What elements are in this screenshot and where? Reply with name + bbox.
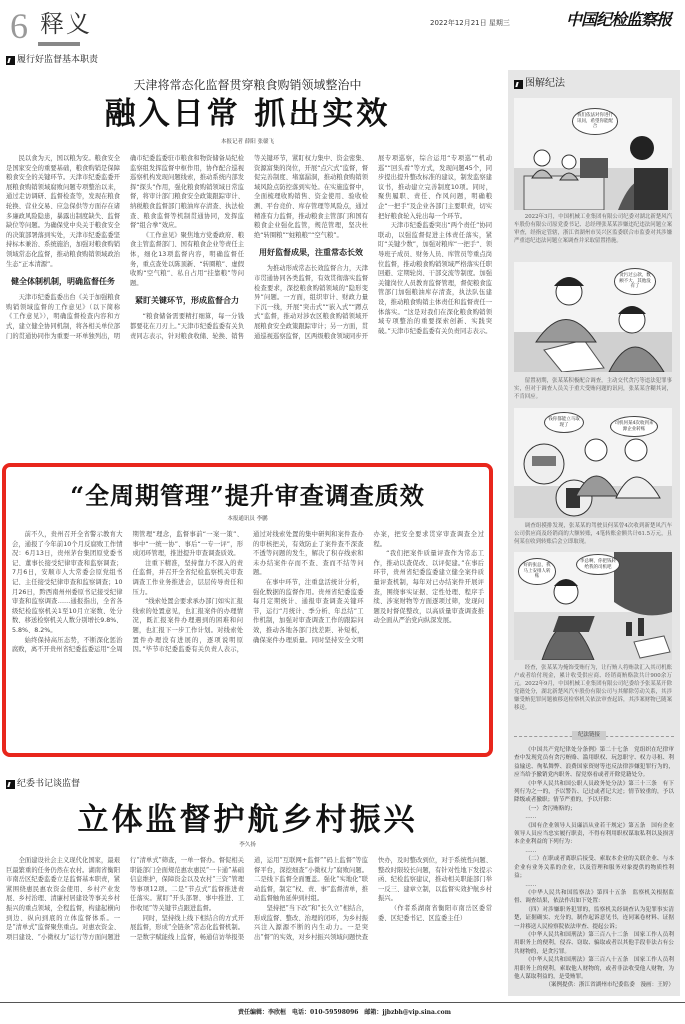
subheading: 紧盯关键环节，形成监督合力 (135, 296, 239, 306)
illustrated-law-sidebar (508, 70, 680, 996)
paragraph: “粮食储备需要精打细算，每一分钱都要花在刀刃上。”天津市纪委监委有关负责同志表示，针对粮食收储、轮换、销售等关键环节，紧盯权力集中、资金密集、资源富集的岗位，开展“点穴式”监督，督促完善制度、堵塞漏洞，推动粮食购销领域风险点防控落到实处。在实施监督中，全面梳理收购销售、资金使用、验收检测、平台竞价、库存管理等风险点，通过精准有力监督，推动粮食主管部门和国有粮食企业强化监管，规范管理，坚决杜绝“转圈粮”“蛀粮粮”“空气粮”。 (130, 155, 368, 340)
pen-icon (6, 56, 15, 65)
sidebar-title-text: 图解纪法 (525, 78, 565, 89)
column-label (6, 779, 80, 790)
section-title: 释义 (40, 10, 92, 38)
article-byline: 李久扬 (239, 842, 256, 848)
comic-panel-3 (514, 408, 672, 518)
speech-bubble: 我们依法对你进行讯问，希望你能配合 (572, 108, 618, 135)
comic-caption: 调查组摸排发现，张某某的驾驶员何某曾4次收到新楚风汽车公司供应商及经销商的大额转账，4笔转账金额共计61.5万元，且何某在收到转账后会立即取现。 (514, 523, 672, 545)
column-label (6, 55, 98, 66)
law-clause: 《国有企业领导人员廉洁从业若干规定》第五条 国有企业领导人员应当忠实履行职责，不得有利用职权谋取私利以及损害本企业利益的下列行为： (514, 822, 674, 846)
paragraph: “线索处置会要求承办部门如实汇报线索的处置意见，也汇报案件的办理情况，既汇报案件办理遇到的困难和问题，也汇报下一步工作计划。对线索处置件办理没有进展的，逐项说明原因。”毕节市纪委监委有关负责人表示，通过对线索处置的集中研判和案件查办的审核把关，有效防止了案件查不深查不透等问题的发生，解决了积存线索和未办结案件存而不查、查而不结等问题。 (132, 531, 364, 654)
newspaper-logo: 中国纪检监察报 (566, 10, 672, 29)
law-clause: （二）在职或者离职后接受、索取本企业的关联企业、与本企业有业务关系的企业，以及管理和服务对象提供的物质性利益； (514, 856, 674, 880)
law-clause: 《中国共产党纪律处分条例》第二十七条 党组织在纪律审查中发现党员有贪污贿赂、滥用职权、玩忽职守、权力寻租、利益输送、徇私舞弊、浪费国家资财等违反法律涉嫌犯罪行为的，应当给予撤销党内职务、留党察看或者开除党籍处分。 (514, 747, 674, 779)
law-clause: （四）对涉嫌职务犯罪的，监察机关经调查认为犯罪事实清楚，证据确实、充分的，制作起诉意见书，连同案卷材料、证据一并移送人民检察院依法审查、提起公诉； (514, 906, 674, 930)
speech-bubble: 钱你都能立马取现了 (544, 412, 584, 433)
law-clause: 《中华人民共和国公职人员政务处分法》第三十三条 有下列行为之一的，予以警告、记过或者记大过；情节较重的，予以降级或者撤职；情节严重的，予以开除： (514, 780, 674, 804)
article-headline: 融入日常 抓出实效 (104, 96, 391, 132)
comic-caption: 2022年3月，中国机械工业集团有限公司纪委对湖北新楚风汽车股份有限公司原党委书记、总经理张某某涉嫌违纪违法问题立案审查，经指定管辖，浙江省湖州市吴兴区监委联合市监委对其涉嫌严重违纪违法问题立案调查并采取留置措施。 (514, 214, 672, 244)
speech-bubble: 好的张总，我马上安排人转账 (518, 558, 556, 585)
pen-icon (6, 780, 15, 789)
paragraph: 全面建设社会主义现代化国家，最艰巨最繁重的任务仍然在农村。湖南省衡阳市南岳区纪委监委立足监督基本职责，紧紧围绕惠民惠农资金使用、乡村产业发展、乡村治理、清廉村居建设等事关乡村振兴的重点领域，全程监督，构建起横向到边、纵向到底的立体监督体系。一是“清单式”监督聚焦重点。对惠农资金、项目建设、“小微权力”运行等方面问题进行“清单式”筛查，一单一督办。督促相关职能部门全面规范惠农惠民“一卡通”基础信息维护，保障资金以及农村“三资”管理等事项12项。二是“节点式”监督推进责任落实。紧盯“开头部署、事中推进、工作收尾”等关键节点跟进监督。 (6, 857, 244, 941)
law-clause: （一）贪污贿赂的； (525, 805, 576, 812)
article-body (12, 530, 484, 748)
case-credit: （案例提供：浙江省湖州市纪委监委 漫画：王婷） (545, 982, 674, 989)
speech-bubble: 司机何某4次收到来源企业转账 (610, 416, 658, 437)
law-clause: …… (525, 881, 537, 888)
paragraph: 注重下精准，坚持靠力不深入的责任监督，并召开全省纪检监察机关审查调查工作业务推进会，层层传导责任和压力。 (132, 559, 243, 596)
comic-panel-4 (514, 552, 672, 660)
paragraph: 同时，坚持线上线下相结合的方式开展监督，形成“全链条”常态化监督机制。一是数字赋能线上监督，畅通信访举报渠道，运用“互联网+监督”“码上监督”等监督平台，深挖细查“小微权力”腐败问题。二是线下监督全面覆盖。强化“实地化”联动监督，制定“权、责、事”监督清单，推动监督触角延伸到村组。 (130, 857, 368, 941)
editor-contact: 责任编辑：李欣桓 电话：010-59598096 邮箱：jjbzbh@vip.sina.com (238, 1009, 451, 1016)
paragraph: 天津市纪委监委突出“两个责任”协同联动，以强监督促进主体责任落实，紧盯“关键少数”，加强对粮库“一把手”、领导班子成员、财务人员、库管员等重点岗位监督，推动粮食购销领域严格落实任职回避、定期轮岗、干部交流等制度。加强关键岗位人员教育监督管理，督促粮食监管部门加强粮油库存清查，执法队伍建设，推动粮食购销主体责任和监督责任一体落实。“这是对我们在深化粮食购销领域专项整治的重要探索创新、实践突破。”天津市纪委监委有关负责同志表示。 (378, 222, 492, 335)
column-label-text: 纪委书记谈监督 (17, 779, 81, 789)
section-underline (38, 42, 80, 46)
paragraph: 坚持把“当下改”和“长久立”相结合，形成监督、整改、治理的闭环，为乡村振兴注入源源不断的内生动力。一是突出“督”的实效，对乡村振兴领域问题快查快办，及时整改到位，对于系统性问题、整改时限较长问题，有针对性地下发提示函、纪检监察建议，推动相关职能部门举一反三、建章立制，以监督实效护航乡村振兴。 (254, 857, 492, 941)
law-link-label: 纪法链接 (572, 731, 606, 740)
paragraph: “我们把案件质量评查作为常态工作，推动以查促改、以评促建。”在事后环节，贵州省纪委监委建立健全案件质量评查机制，每年对已办结案件开展评查，围绕事实证据、定性处理、程序手续、涉案财物等方面逐项过筛，发现问题及时督促整改，以高质量审查调查推动全面从严治党向纵深发展。 (373, 550, 484, 625)
paragraph: （作者系湖南省衡阳市南岳区委常委、区纪委书记、区监委主任） (378, 904, 492, 922)
article-byline: 本报通讯员 李鹏 (227, 516, 268, 522)
paragraph: 民以食为天，国以粮为安。粮食安全是国家安全的重要基础，粮食购销是保障粮食安全的关键环节。天津市纪委监委开展粮食购销领域腐败问题专项整治以来，通过走访调研、监督检查等，发现在粮食轮换、营业交易、应急保供等方面存在诸多廉政风险隐患，暴露出制度缺失、监督缺位等问题。为确保党中央关于粮食安全的决策部署落到实处，天津市纪委监委坚持标本兼治、系统施治，加强对粮食购销领域常态化监督，推动粮食购销领域政治生态“正本清源”。 (6, 155, 120, 268)
comic-caption: 留置初期，张某某积极配合调查，主动交代贪污等违法犯罪事实，但对于调查人员关于重大受贿问题的讯问，张某某含糊其词，不肯回应。 (514, 378, 672, 400)
comic-panel-1 (514, 98, 672, 210)
law-clause: …… (525, 814, 537, 821)
article-kicker: 天津将常态化监督贯穿粮食购销领域整治中 (133, 78, 362, 92)
paragraph: 天津市纪委监委出台《关于加强粮食购销领域监督的工作意见》（以下简称《工作意见》），明确监督检查内容和方式，建立健全协同机制，将各相关单位部门的贯通协同作为重要一环单独列出，明确市纪委监委驻市粮食和物资储备局纪检监察组发挥监督中枢作用，协作配合巡视巡察机构发现问题线索，推动系统内部发挥“探头”作用，强化粮食购销领域日常监督，将审计部门粮食安全政策跟踪审计、纳税粮食监督部门粮油库存清查、执法检查、粮食监督等机制贯通协同，发挥监督“组合拳”效应。 (6, 155, 244, 340)
law-clause: 《中华人民共和国刑法》第三百八十五条 国家工作人员利用职务上的便利，索取他人财物的，或者非法收受他人财物，为他人谋取利益的，是受贿罪。 (514, 957, 674, 980)
paragraph: 前不久，贵州召开全省警示教育大会，通报了今年前10个月反腐败工作情况：6月13日，贵州茅台集团原党委书记、董事长接受纪律审查和监察调查；7月6日，安顺市人大常委会原党组书记、主任接受纪律审查和监察调查；10月26日，黔西南州州委原书记接受纪律审查和监察调查……通报指出，全省各级纪检监察机关1至10月立案数、处分数、移送检察机关人数分别增长9.8%、5.8%、8.2%。 (12, 531, 123, 634)
sidebar-title (514, 78, 565, 90)
article-body (6, 856, 492, 998)
footer-rule (0, 1002, 685, 1003)
column-label-text: 履行好监督基本职责 (17, 55, 99, 65)
pen-icon (514, 80, 523, 89)
law-clause: …… (525, 847, 537, 854)
subheading: 用好监督成果，注重常态长效 (259, 248, 363, 258)
subheading: 健全体制机制，明确监督任务 (11, 277, 115, 287)
article-byline: 本报记者 薛阳 张赣飞 (221, 139, 274, 145)
speech-bubble: 李总啊，你把钱转给我的司机吧 (576, 554, 620, 575)
paragraph: 为推动形成常态长效监督合力，天津市贯通协同各类监督，有效贯彻落实监督检查要求，深挖粮食购销领域的“隐形变异”问题。一方面，组织审计、财政力量下沉一线，开展“突击式”“嵌入式”“蹲点式”监督，推动对涉农区粮食购销领域开展粮食安全政策跟踪审计；另一方面，贯通巡视巡察监督，区两级粮食领域同步开展专项巡察，综合运用“专项巡”“机动巡”“回头看”等方式，发现问题45个，同步提出提升整改标准的建议，制发监察建议书，推动建立完善制度10项。同时，聚焦履职、责任、作风问题，明确粮企“一把手”及企业各部门主要职责，切实把好粮食轮入轮出每一个环节。 (254, 155, 492, 340)
law-excerpts (514, 746, 674, 990)
paragraph: 始终保持高压态势，不断深化惩治腐败，离不开贵州省纪委监委运用“全周期管理”理念，监督事前“一案一策”、事中“一统一协”、事后“一专一评”，形成闭环管理，推进提升审查调查质效。 (12, 531, 243, 654)
issue-date: 2022年12月21日 星期三 (430, 19, 510, 27)
page-number: 6 (10, 6, 28, 46)
article-headline: “全周期管理”提升审查调查质效 (70, 481, 425, 510)
comic-caption: 经查，张某某为掩饰受贿行为，让行贿人将贿款汇入其司机账户或者给付现金，累计收受供应商、经销商贿赂款共计900余万元。2022年9月，中国机械工业集团有限公司纪委给予张某某开除党籍处分，湖北新楚风汽车股份有限公司与其解除劳动关系，其涉嫌受贿犯罪问题被移送检察机关依法审查起诉，其涉案财物已随案移送。 (514, 665, 672, 711)
comic-panel-2 (514, 262, 672, 372)
paragraph: 在事中环节，注重盘活统计分析，强化数据的监督作用。贵州省纪委监委每月定期统计、通报审查调查关键环节，运行“月统计、季分析、年总结”工作机制，加强对审查调查工作的跟踪问效，推动各地各部门找差距、补短板，确保案件办理质量。同时坚持安全文明办案，把安全要求贯穿审查调查全过程。 (253, 531, 484, 644)
paragraph: 《工作意见》聚焦地方党委政府、粮食主管监督部门、国有粮食企业等责任主体，细化13项监督内容，明确监督任务，重点查处以陈顶新、“转圈粮”、虚假收购“空气粮”、私自占用“挂靠粮”等问题。 (130, 231, 244, 287)
article-headline: 立体监督护航乡村振兴 (77, 802, 418, 838)
article-body (6, 154, 492, 446)
law-clause: 《中华人民共和国监察法》第四十五条 监察机关根据监督、调查结果，依法作出如下处置： (514, 889, 674, 905)
speech-bubble: 贪污过公款，数额不大，其他没有了 (614, 268, 656, 295)
law-clause: 《中华人民共和国刑法》第三百八十二条 国家工作人员利用职务上的便利，侵吞、窃取、骗取或者以其他手段非法占有公共财物的，是贪污罪。 (514, 931, 674, 955)
